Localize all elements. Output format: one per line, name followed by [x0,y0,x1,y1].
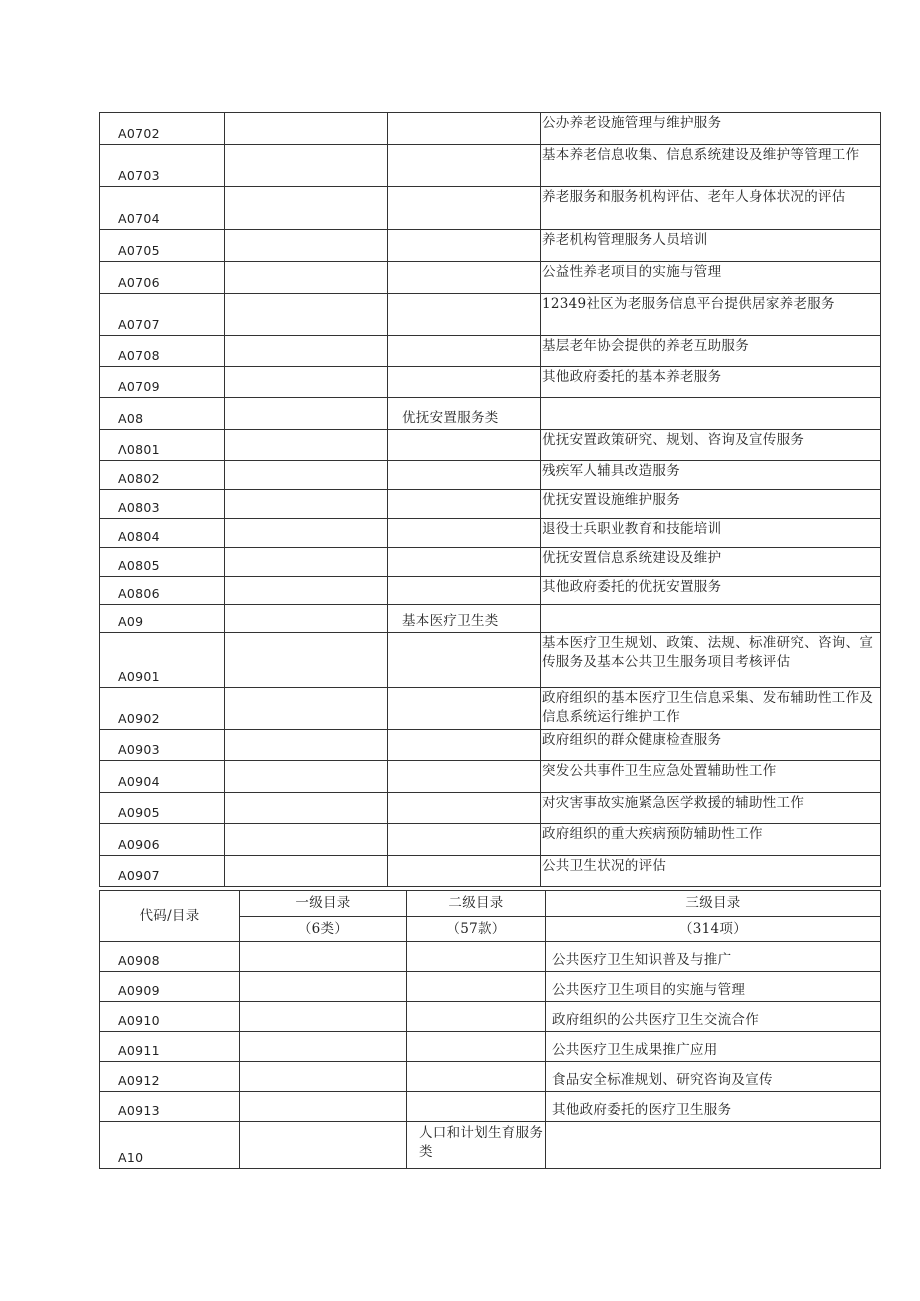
table-row [100,490,881,519]
row-level1 [225,793,388,824]
row-code: A0902 [100,688,225,730]
row-level3: 养老机构管理服务人员培训 [541,230,881,262]
row-level3: 优抚安置政策研究、规划、咨询及宣传服务 [541,430,881,461]
table-row [100,633,881,688]
row-level1 [240,1032,407,1062]
table-row [100,761,881,793]
row-level2 [388,294,541,336]
row-level1 [225,187,388,230]
table-row [100,262,881,294]
row-code: A08 [100,398,225,430]
table-row [100,1092,881,1122]
row-level1 [240,1122,407,1169]
row-level3: 12349社区为老服务信息平台提供居家养老服务 [541,294,881,336]
row-level1 [225,336,388,367]
table-row [100,577,881,605]
row-level1 [225,548,388,577]
row-level3: 基本养老信息收集、信息系统建设及维护等管理工作 [541,145,881,187]
row-level1 [225,824,388,856]
row-level1 [240,1002,407,1032]
table-row [100,230,881,262]
row-level3: 政府组织的公共医疗卫生交流合作 [546,1002,881,1032]
row-code: A0913 [100,1092,240,1122]
row-level2 [388,262,541,294]
row-level3: 政府组织的基本医疗卫生信息采集、发布辅助性工作及信息系统运行维护工作 [541,688,881,730]
row-level2 [388,793,541,824]
row-level3: 公共医疗卫生成果推广应用 [546,1032,881,1062]
row-level3: 其他政府委托的优抚安置服务 [541,577,881,605]
catalog-table-body [100,942,881,1169]
row-code: A0706 [100,262,225,294]
row-level3: 食品安全标准规划、研究咨询及宣传 [546,1062,881,1092]
row-level1 [225,294,388,336]
table-row [100,519,881,548]
row-level3: 优抚安置设施维护服务 [541,490,881,519]
row-level2 [388,577,541,605]
table-row [100,688,881,730]
table-row [100,113,881,145]
row-level1 [225,230,388,262]
header-level3-title: 三级目录 [546,891,881,917]
row-level2 [388,145,541,187]
header-level1-count: （6类） [240,917,407,942]
row-level2 [388,490,541,519]
table-row [100,605,881,633]
row-code: A0705 [100,230,225,262]
row-level2 [388,688,541,730]
row-level2 [407,1092,546,1122]
row-level2: 人口和计划生育服务类 [407,1122,546,1169]
row-code: A0911 [100,1032,240,1062]
table-row [100,793,881,824]
table-row [100,824,881,856]
row-level1 [225,605,388,633]
row-level3: 公益性养老项目的实施与管理 [541,262,881,294]
row-level2 [407,942,546,972]
row-code: A0910 [100,1002,240,1032]
row-level1 [225,398,388,430]
table-row [100,942,881,972]
row-code: A0805 [100,548,225,577]
row-level1 [225,730,388,761]
table-row [100,1122,881,1169]
row-code: A10 [100,1122,240,1169]
row-code: A0905 [100,793,225,824]
row-level2 [388,761,541,793]
header-level2-title: 二级目录 [407,891,546,917]
row-code: A0709 [100,367,225,398]
row-level1 [225,856,388,887]
row-level3: 优抚安置信息系统建设及维护 [541,548,881,577]
row-level1 [225,688,388,730]
row-code: A0702 [100,113,225,145]
row-level2 [388,367,541,398]
row-level2 [388,730,541,761]
table-row [100,398,881,430]
header-level2-count: （57款） [407,917,546,942]
row-code: A0906 [100,824,225,856]
catalog-table-continued [99,112,881,887]
row-level3: 政府组织的重大疾病预防辅助性工作 [541,824,881,856]
row-level3: 公共卫生状况的评估 [541,856,881,887]
row-level1 [225,633,388,688]
row-level2: 基本医疗卫生类 [388,605,541,633]
table-row [100,1002,881,1032]
row-level2 [388,548,541,577]
table-row [100,972,881,1002]
row-code: A0903 [100,730,225,761]
catalog-table-body [100,113,881,887]
catalog-table-header [100,891,881,942]
row-level2: 优抚安置服务类 [388,398,541,430]
header-code: 代码/目录 [100,891,240,942]
row-code: A0708 [100,336,225,367]
row-level3: 其他政府委托的基本养老服务 [541,367,881,398]
catalog-table-with-header [99,890,881,1169]
header-level1-title: 一级目录 [240,891,407,917]
row-level2 [388,230,541,262]
row-level2 [407,1062,546,1092]
row-level3: 基本医疗卫生规划、政策、法规、标准研究、咨询、宣传服务及基本公共卫生服务项目考核评估 [541,633,881,688]
row-level3 [546,1122,881,1169]
row-level1 [225,262,388,294]
row-code: A0707 [100,294,225,336]
row-level1 [225,367,388,398]
row-level1 [240,972,407,1002]
header-level3-count: （314项） [546,917,881,942]
row-level2 [388,519,541,548]
row-level3: 突发公共事件卫生应急处置辅助性工作 [541,761,881,793]
row-level2 [388,856,541,887]
row-code: A09 [100,605,225,633]
row-code: A0804 [100,519,225,548]
table-row [100,1032,881,1062]
row-code: A0703 [100,145,225,187]
row-level2 [388,113,541,145]
table-row [100,856,881,887]
row-level3: 养老服务和服务机构评估、老年人身体状况的评估 [541,187,881,230]
table-row [100,187,881,230]
row-level3: 政府组织的群众健康检查服务 [541,730,881,761]
row-level2 [388,461,541,490]
row-level1 [225,430,388,461]
row-level1 [225,113,388,145]
row-level3: 对灾害事故实施紧急医学救援的辅助性工作 [541,793,881,824]
table-row [100,548,881,577]
row-level1 [240,1092,407,1122]
row-level2 [407,972,546,1002]
row-level1 [240,942,407,972]
row-level3: 残疾军人辅具改造服务 [541,461,881,490]
row-level1 [225,490,388,519]
row-level3: 公办养老设施管理与维护服务 [541,113,881,145]
row-code: A0803 [100,490,225,519]
table-row [100,730,881,761]
table-row [100,294,881,336]
row-code: A0806 [100,577,225,605]
row-level3: 其他政府委托的医疗卫生服务 [546,1092,881,1122]
row-level3: 退役士兵职业教育和技能培训 [541,519,881,548]
row-level2 [407,1032,546,1062]
table-row [100,367,881,398]
row-level3 [541,398,881,430]
row-code: Λ0801 [100,430,225,461]
row-code: A0908 [100,942,240,972]
row-level2 [388,633,541,688]
row-level1 [225,761,388,793]
row-code: A0907 [100,856,225,887]
row-level3: 基层老年协会提供的养老互助服务 [541,336,881,367]
row-level1 [225,519,388,548]
row-level2 [388,187,541,230]
row-level1 [240,1062,407,1092]
row-code: A0909 [100,972,240,1002]
row-level2 [388,430,541,461]
row-code: A0704 [100,187,225,230]
table-row [100,461,881,490]
table-row [100,336,881,367]
row-level1 [225,577,388,605]
table-row [100,430,881,461]
row-code: A0901 [100,633,225,688]
row-level3: 公共医疗卫生项目的实施与管理 [546,972,881,1002]
row-code: A0802 [100,461,225,490]
row-level1 [225,145,388,187]
row-level3 [541,605,881,633]
row-level3: 公共医疗卫生知识普及与推广 [546,942,881,972]
row-code: A0904 [100,761,225,793]
row-code: A0912 [100,1062,240,1092]
row-level2 [388,824,541,856]
row-level2 [388,336,541,367]
row-level1 [225,461,388,490]
table-row [100,1062,881,1092]
table-row [100,145,881,187]
row-level2 [407,1002,546,1032]
